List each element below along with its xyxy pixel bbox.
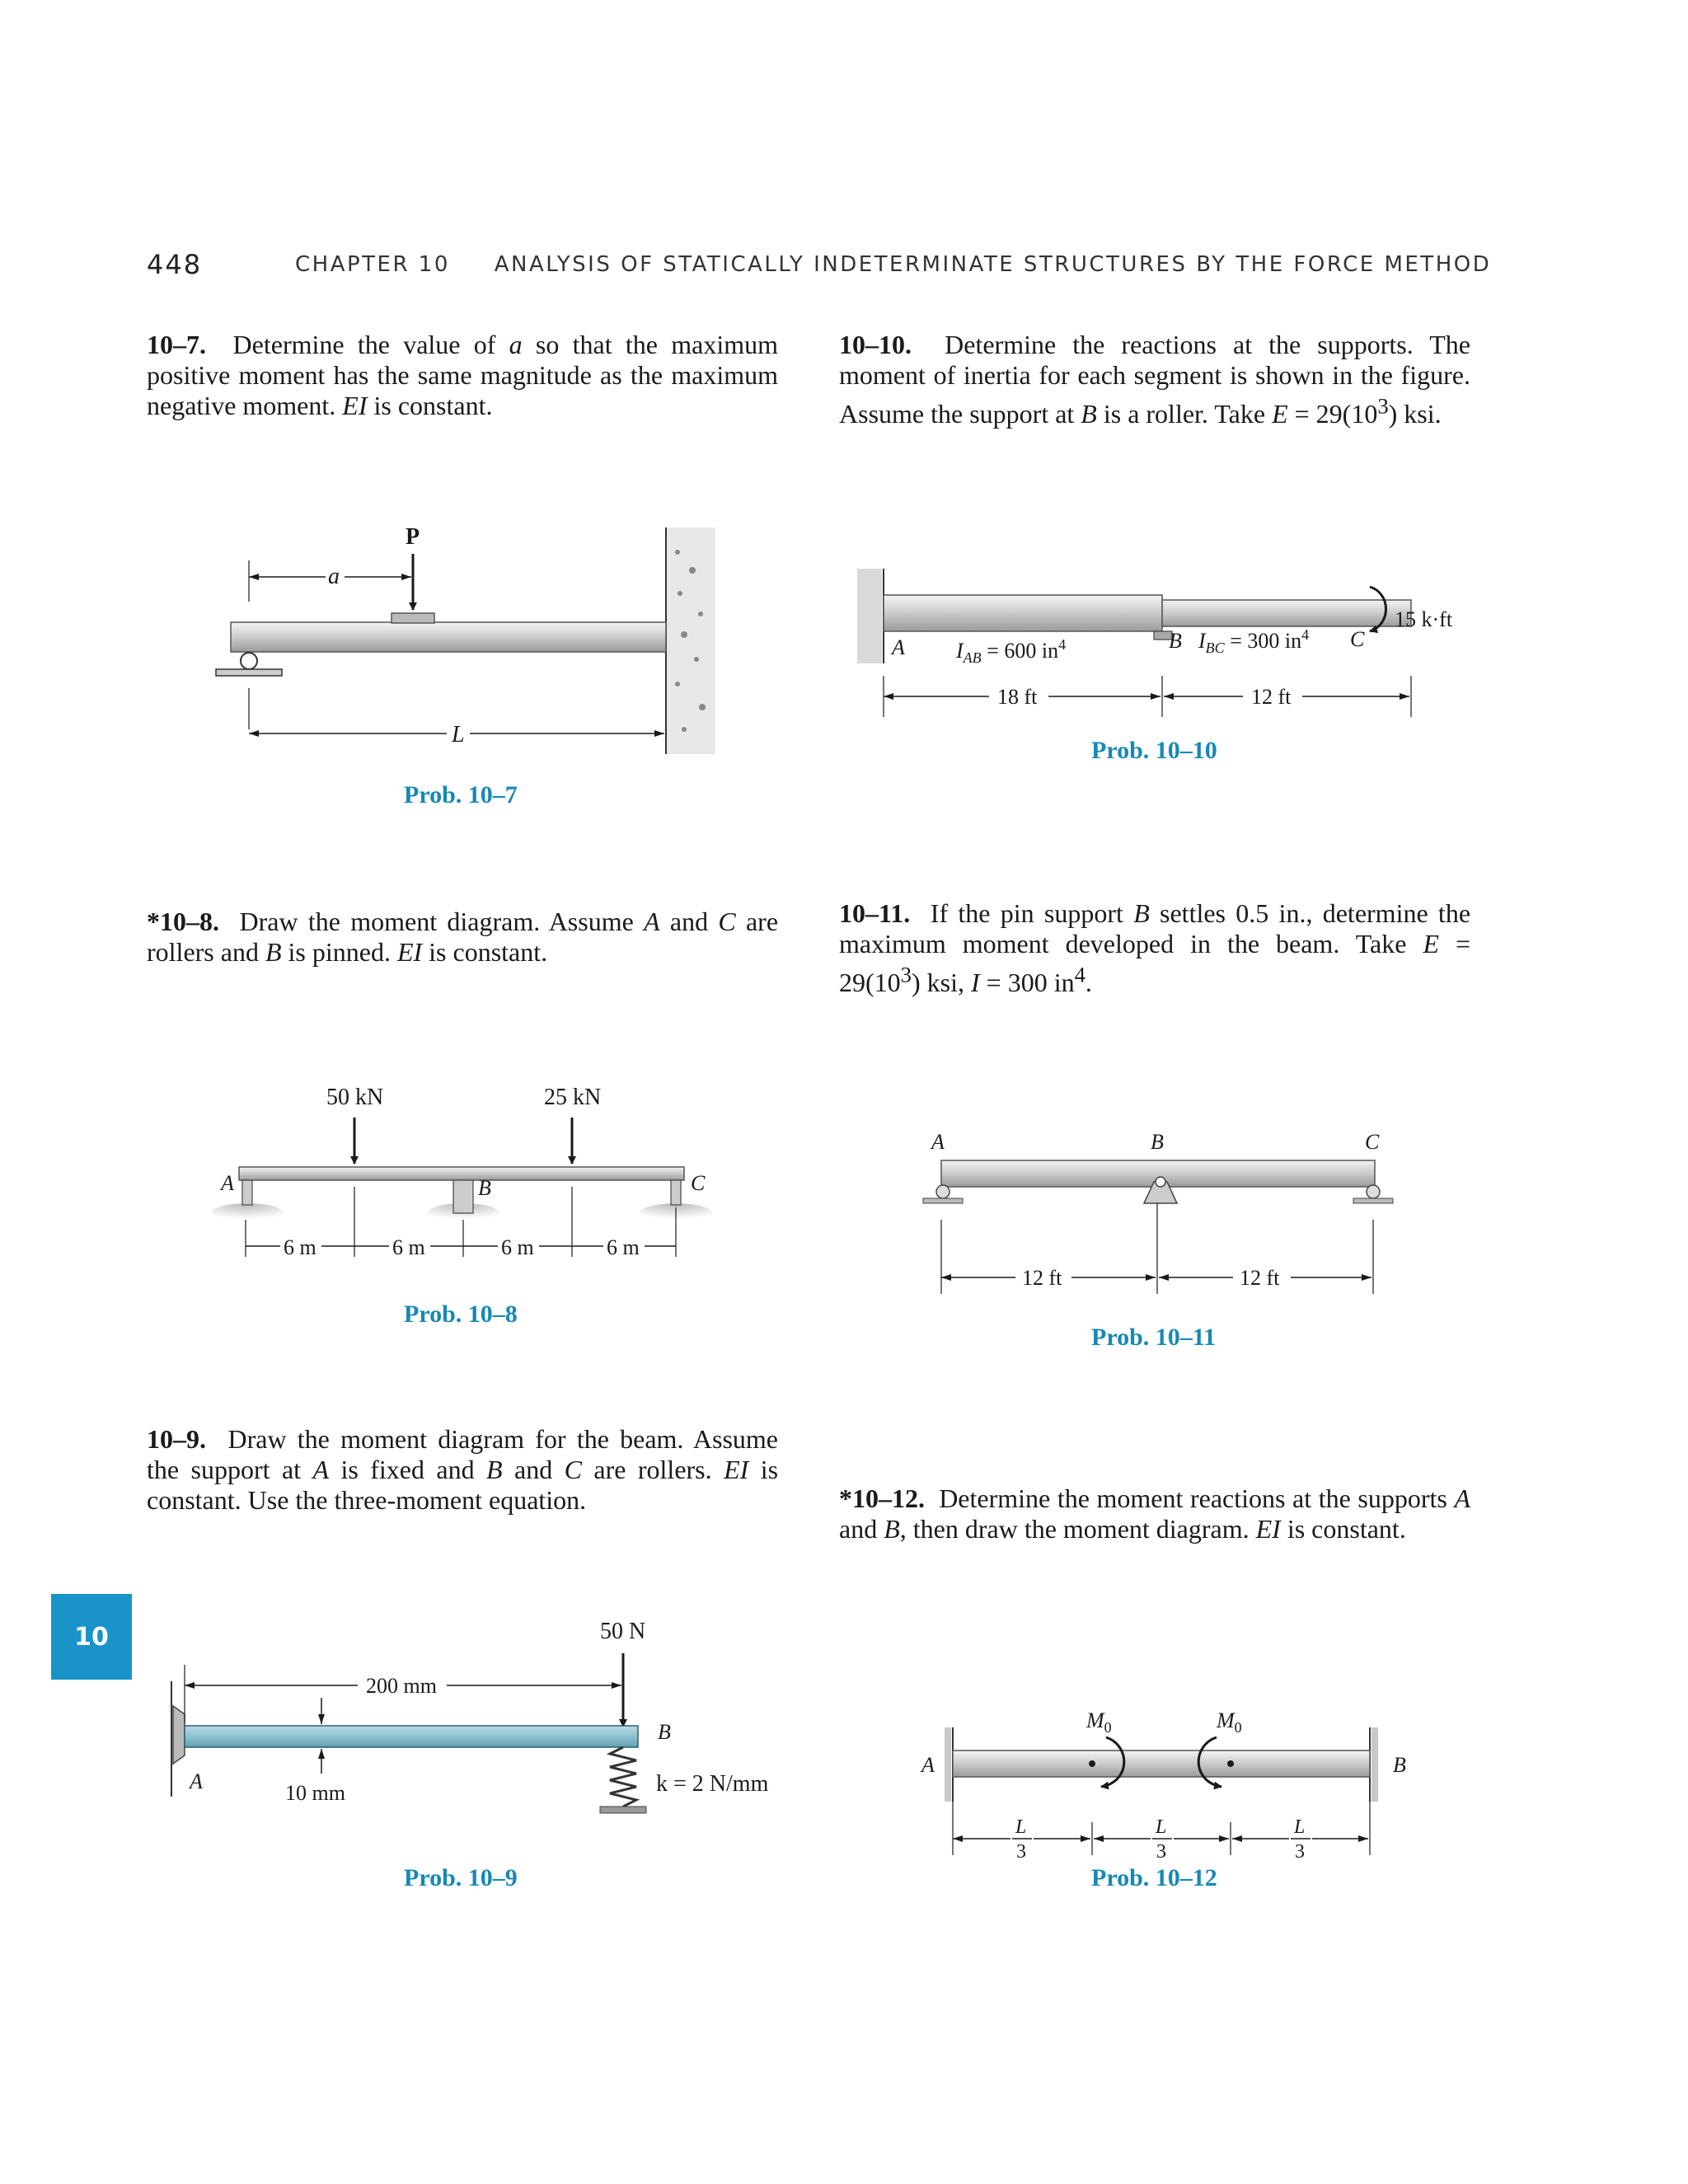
problem-number: 10–11. [839, 898, 911, 928]
problem-10-9 [147, 1424, 778, 1516]
dim-depth: 10 mm [285, 1781, 345, 1805]
load-25kN-label: 25 kN [544, 1085, 602, 1110]
label-B: B [1169, 629, 1182, 653]
dim-2: 6 m [392, 1235, 425, 1259]
problem-number: 10–7. [147, 330, 206, 359]
roller-support-A [936, 1185, 950, 1198]
dim-fraction-2 [1152, 1816, 1172, 1863]
problem-text: Draw the moment diagram for the beam. Assume the support at A is fixed and B and C are rollers. EI is constant. Use the three-moment equation. [147, 1424, 779, 1515]
figure-10-11 [907, 1121, 1418, 1310]
problem-10-12 [839, 1483, 1470, 1544]
spring [610, 1747, 636, 1807]
problem-10-11 [839, 898, 1470, 998]
problem-10-7 [147, 330, 778, 421]
svg-text:L: L [1015, 1816, 1027, 1838]
figure-10-12 [915, 1678, 1426, 1868]
label-B: B [478, 1176, 491, 1200]
problem-10-10 [839, 330, 1470, 429]
dim-12ft: 12 ft [1251, 685, 1292, 709]
label-A: A [892, 635, 905, 659]
problem-number: *10–8. [147, 907, 219, 936]
beam [953, 1750, 1370, 1777]
caption-10-12: Prob. 10–12 [1091, 1864, 1217, 1891]
problem-text: Draw the moment diagram. Assume A and C are rollers and B is pinned. EI is constant. [147, 907, 779, 967]
label-B: B [658, 1720, 671, 1744]
svg-text:3: 3 [1295, 1841, 1305, 1863]
pin-support-B [453, 1180, 473, 1213]
beam [185, 1726, 638, 1747]
load-label: 50 N [600, 1619, 646, 1644]
dim-fraction-3 [1291, 1816, 1311, 1863]
problem-text: If the pin support B settles 0.5 in., determine the maximum moment developed in the beam. Take $E = 29(10^3)$ ksi, I = 300 $in^4$. [839, 898, 1471, 997]
roller-support-A [242, 1180, 252, 1205]
roller-support-C [1367, 1185, 1380, 1198]
label-C: C [1365, 1130, 1380, 1154]
dim-4: 6 m [607, 1235, 640, 1259]
load-label: P [406, 524, 420, 550]
caption-10-11: Prob. 10–11 [1091, 1324, 1217, 1351]
roller-support [241, 653, 257, 669]
caption-10-8: Prob. 10–8 [404, 1301, 518, 1328]
figure-10-9 [157, 1615, 799, 1846]
roller-support-C [671, 1180, 681, 1205]
dim-a-label: a [328, 564, 340, 589]
page-number: 448 [147, 249, 203, 280]
dim-L-label: L [452, 722, 465, 748]
svg-text:3: 3 [1016, 1841, 1026, 1863]
problem-number: 10–10. [839, 330, 912, 359]
problem-text: Determine the reactions at the supports. The moment of inertia for each segment is shown in the figure. Assume the support at B is a roller. Take $E = 29(10^3)$ ksi. [839, 330, 1471, 429]
dim-fraction-1 [1012, 1816, 1032, 1863]
moment-label: 15 k·ft [1395, 607, 1453, 631]
dim-1: 6 m [284, 1235, 316, 1259]
beam-AB [884, 595, 1162, 631]
label-C: C [691, 1171, 706, 1195]
problem-text: Determine the moment reactions at the supports A and B, then draw the moment diagram. EI is constant. [839, 1483, 1471, 1544]
problem-text: Determine the value of a so that the maximum positive moment has the same magnitude as the maximum negative moment. EI is constant. [147, 330, 779, 420]
label-A: A [931, 1130, 945, 1154]
svg-text:L: L [1156, 1816, 1167, 1838]
svg-text:3: 3 [1156, 1841, 1166, 1863]
chapter-label: CHAPTER 10 [295, 252, 450, 277]
caption-10-7: Prob. 10–7 [404, 781, 518, 808]
label-C: C [1350, 627, 1365, 651]
load-plate [392, 613, 434, 623]
chapter-title: ANALYSIS OF STATICALLY INDETERMINATE STRUCTURES BY THE FORCE METHOD [494, 252, 1492, 277]
load-50kN-label: 50 kN [326, 1085, 384, 1110]
label-B: B [1393, 1753, 1406, 1777]
caption-10-10: Prob. 10–10 [1091, 737, 1217, 764]
dim-length: 200 mm [366, 1674, 437, 1698]
beam [239, 1167, 684, 1180]
problem-number: 10–9. [147, 1424, 206, 1454]
label-IAB: $I_{AB} = 600$ $in^4$ [956, 636, 1067, 666]
figure-10-8 [206, 1071, 734, 1286]
moment-label-1: $M_0$ [1086, 1708, 1112, 1736]
label-IBC: $I_{BC} = 300$ $in^4$ [1198, 626, 1310, 656]
label-A: A [190, 1769, 203, 1793]
dim-12ft-2: 12 ft [1240, 1266, 1280, 1290]
svg-text:L: L [1294, 1816, 1306, 1838]
running-header [295, 252, 1491, 277]
dim-12ft-1: 12 ft [1022, 1266, 1062, 1290]
dim-3: 6 m [501, 1235, 534, 1259]
fixed-support-A [173, 1706, 185, 1764]
problem-10-8 [147, 907, 778, 968]
wall [666, 527, 715, 754]
beam [231, 622, 666, 652]
label-A: A [921, 1753, 935, 1777]
figure-10-10 [857, 560, 1484, 725]
wall [857, 569, 882, 663]
spring-label: k = 2 N/mm [656, 1771, 769, 1797]
beam-BC [1162, 600, 1411, 626]
label-A: A [221, 1171, 234, 1195]
label-B: B [1151, 1130, 1164, 1154]
figure-10-7 [198, 511, 725, 766]
moment-label-2: $M_0$ [1217, 1708, 1242, 1736]
dim-18ft: 18 ft [997, 685, 1038, 709]
chapter-tab: 10 [51, 1594, 132, 1680]
problem-number: *10–12. [839, 1483, 925, 1513]
caption-10-9: Prob. 10–9 [404, 1864, 518, 1891]
